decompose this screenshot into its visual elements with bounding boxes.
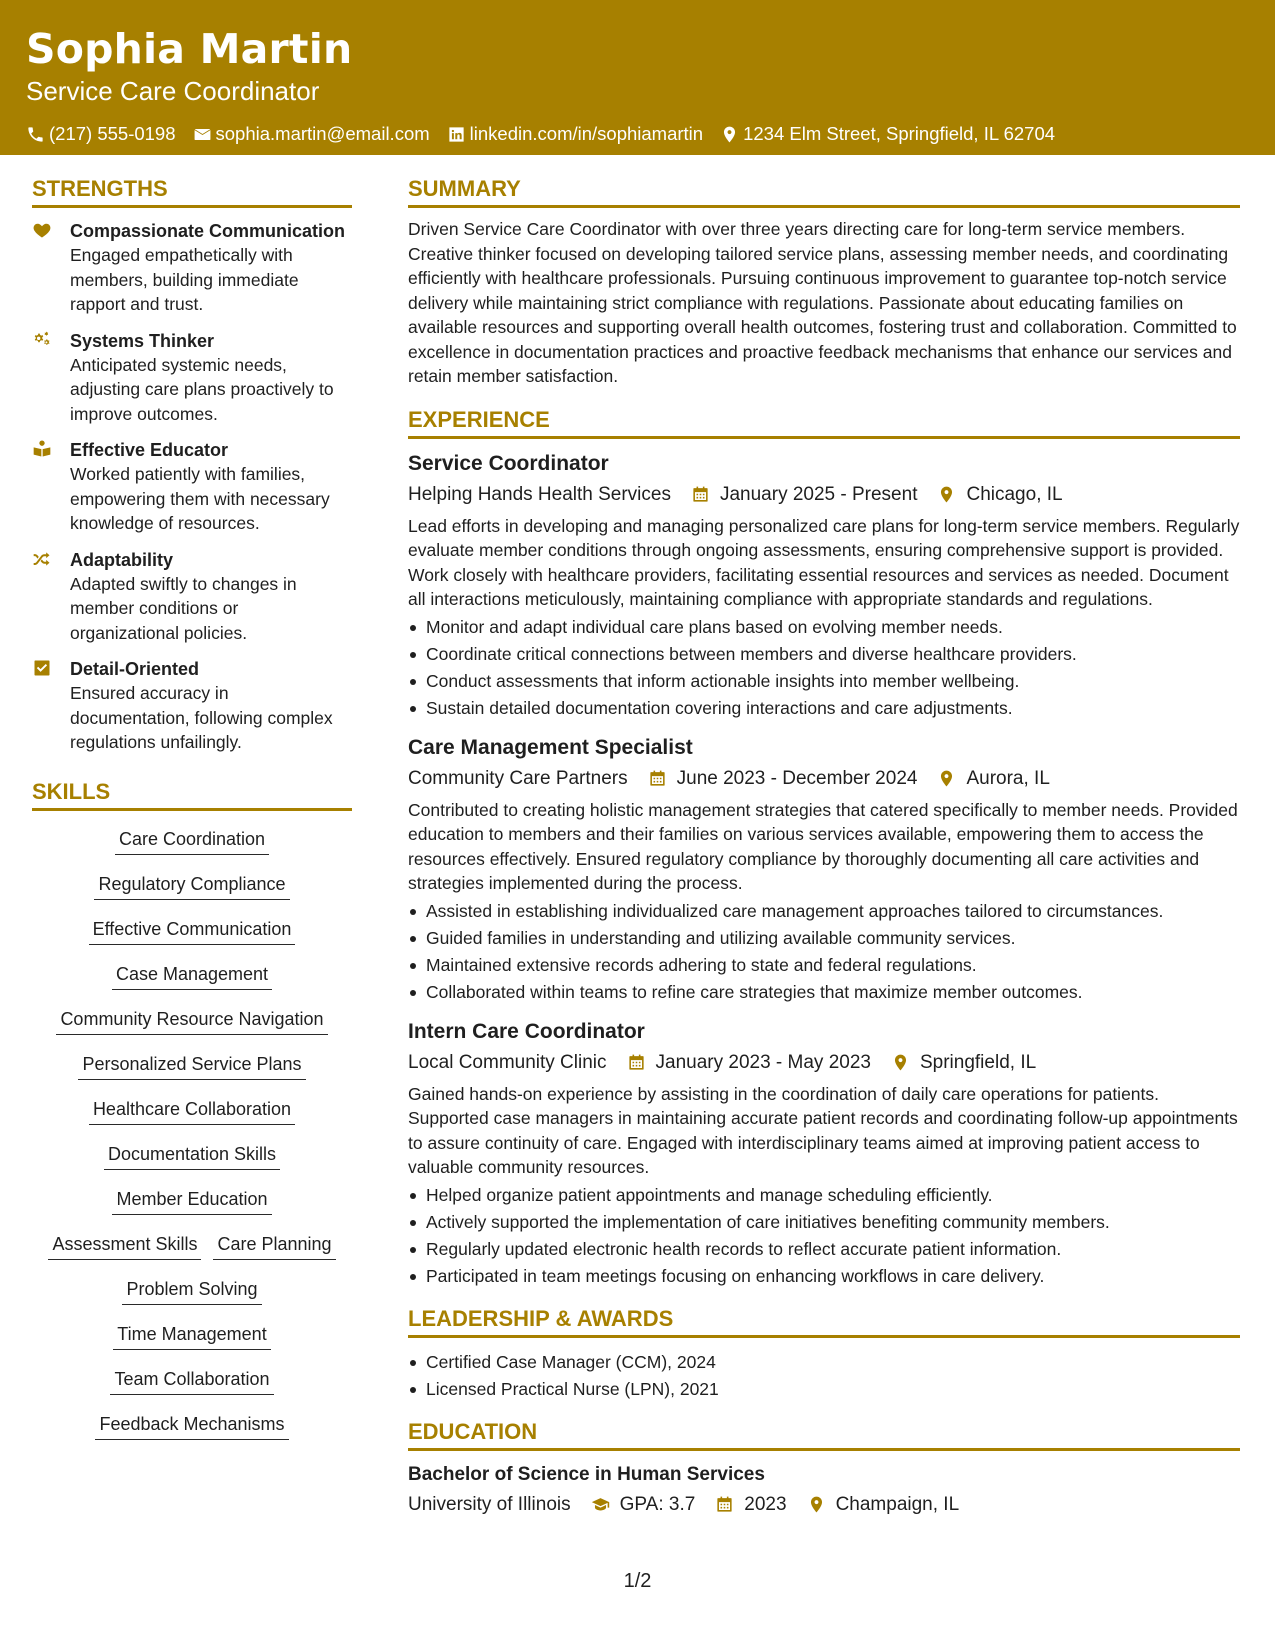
skill-tag: Care Coordination bbox=[115, 827, 269, 855]
skill-tag: Feedback Mechanisms bbox=[95, 1412, 288, 1440]
calendar-icon bbox=[691, 485, 710, 504]
calendar-icon bbox=[648, 769, 667, 788]
candidate-name: Sophia Martin bbox=[26, 25, 353, 73]
company-name: Helping Hands Health Services bbox=[408, 483, 671, 505]
education-heading: EDUCATION bbox=[408, 1417, 1240, 1451]
experience-heading: EXPERIENCE bbox=[408, 405, 1240, 439]
list-item: Licensed Practical Nurse (LPN), 2021 bbox=[408, 1376, 1240, 1403]
list-item: Certified Case Manager (CCM), 2024 bbox=[408, 1349, 1240, 1376]
gears-icon bbox=[32, 330, 52, 350]
skill-tag: Team Collaboration bbox=[110, 1367, 273, 1395]
strength-item bbox=[32, 548, 352, 646]
candidate-title: Service Care Coordinator bbox=[26, 76, 320, 106]
reader-icon bbox=[32, 439, 52, 459]
strength-title: Compassionate Communication bbox=[70, 221, 346, 241]
job-title: Care Management Specialist bbox=[408, 735, 693, 759]
map-pin-icon bbox=[937, 485, 956, 504]
company-name: Community Care Partners bbox=[408, 767, 628, 789]
job-entry bbox=[408, 1018, 1240, 1290]
list-item: Monitor and adapt individual care plans based on evolving member needs. bbox=[408, 614, 1240, 641]
email-text: sophia.martin@email.com bbox=[215, 123, 430, 144]
strength-item bbox=[32, 329, 352, 427]
job-bullets bbox=[408, 898, 1240, 1006]
skill-tag: Time Management bbox=[113, 1322, 270, 1350]
contact-address bbox=[720, 123, 1055, 145]
skill-tag: Regulatory Compliance bbox=[94, 872, 289, 900]
job-title: Service Coordinator bbox=[408, 451, 609, 475]
calendar-icon bbox=[627, 1053, 646, 1072]
graduation-cap-icon bbox=[591, 1495, 610, 1514]
list-item: Helped organize patient appointments and manage scheduling efficiently. bbox=[408, 1182, 1240, 1209]
job-title: Intern Care Coordinator bbox=[408, 1019, 645, 1043]
skill-tag: Community Resource Navigation bbox=[56, 1007, 327, 1035]
strength-desc: Engaged empathetically with members, building immediate rapport and trust. bbox=[70, 245, 299, 314]
skill-tag: Effective Communication bbox=[89, 917, 296, 945]
degree-title: Bachelor of Science in Human Services bbox=[408, 1463, 765, 1485]
map-pin-icon bbox=[720, 125, 739, 144]
shuffle-icon bbox=[32, 549, 52, 569]
list-item: Guided families in understanding and utilizing available community services. bbox=[408, 925, 1240, 952]
job-entry bbox=[408, 450, 1240, 722]
strength-title: Systems Thinker bbox=[70, 330, 215, 351]
linkedin-text: linkedin.com/in/sophiamartin bbox=[469, 123, 704, 144]
gpa-text: GPA: 3.7 bbox=[619, 1493, 696, 1515]
job-description: Contributed to creating holistic management strategies that catered specifically to member needs. Provided education to members and their families on various services available, empowering them to access the resources effectively. Ensured regulatory compliance by thoroughly documenting all care activities and strategies implemented during the process. bbox=[408, 799, 1238, 893]
job-dates: June 2023 - December 2024 bbox=[676, 767, 918, 789]
job-location: Aurora, IL bbox=[966, 767, 1050, 789]
skill-tag: Case Management bbox=[112, 962, 272, 990]
map-pin-icon bbox=[891, 1053, 910, 1072]
list-item: Participated in team meetings focusing on enhancing workflows in care delivery. bbox=[408, 1263, 1240, 1290]
skills-list bbox=[32, 827, 352, 1457]
strength-title: Adaptability bbox=[70, 549, 174, 570]
graduation-year: 2023 bbox=[744, 1493, 787, 1515]
summary-heading: SUMMARY bbox=[408, 174, 1240, 208]
envelope-icon bbox=[193, 125, 212, 144]
right-column bbox=[408, 174, 1240, 1519]
checkbox-icon bbox=[32, 658, 52, 678]
skills-heading: SKILLS bbox=[32, 777, 352, 811]
job-bullets bbox=[408, 1182, 1240, 1290]
list-item: Regularly updated electronic health records to reflect accurate patient information. bbox=[408, 1236, 1240, 1263]
skill-tag: Healthcare Collaboration bbox=[89, 1097, 295, 1125]
map-pin-icon bbox=[807, 1495, 826, 1514]
skill-tag: Care Planning bbox=[213, 1232, 335, 1260]
skill-tag: Member Education bbox=[112, 1187, 271, 1215]
job-description: Gained hands-on experience by assisting in the coordination of daily care operations for patients. Supported case managers in maintaining accurate patient records and coordinating follow-up appointments to assure continuity of care. Engaged with interdisciplinary teams aimed at improving patient access to valuable community resources. bbox=[408, 1083, 1238, 1177]
skill-tag: Personalized Service Plans bbox=[78, 1052, 305, 1080]
job-entry bbox=[408, 734, 1240, 1006]
list-item: Sustain detailed documentation covering interactions and care adjustments. bbox=[408, 695, 1240, 722]
strength-desc: Worked patiently with families, empowering them with necessary knowledge of resources. bbox=[70, 464, 330, 533]
heart-icon bbox=[32, 220, 52, 240]
education-meta bbox=[408, 1491, 1240, 1519]
linkedin-icon bbox=[447, 125, 466, 144]
resume-header bbox=[0, 0, 1275, 155]
job-bullets bbox=[408, 614, 1240, 722]
job-dates: January 2025 - Present bbox=[719, 483, 918, 505]
job-location: Springfield, IL bbox=[919, 1051, 1037, 1073]
contact-phone bbox=[26, 123, 176, 145]
job-description: Lead efforts in developing and managing personalized care plans for long-term service members. Regularly evaluate member conditions through ongoing assessments, ensuring comprehensive support is provided. Work closely with healthcare providers, facilitating essential resources and services as needed. Document all interactions meticulously, maintaining compliance with appropriate standards and regulations. bbox=[408, 515, 1240, 609]
contact-email[interactable] bbox=[193, 123, 430, 145]
skill-tag: Problem Solving bbox=[122, 1277, 261, 1305]
address-text: 1234 Elm Street, Springfield, IL 62704 bbox=[743, 123, 1056, 144]
left-column bbox=[32, 174, 352, 1457]
strength-desc: Anticipated systemic needs, adjusting care plans proactively to improve outcomes. bbox=[70, 354, 334, 424]
strength-desc: Ensured accuracy in documentation, following complex regulations unfailingly. bbox=[70, 683, 333, 752]
company-name: Local Community Clinic bbox=[408, 1051, 607, 1073]
list-item: Assisted in establishing individualized care management approaches tailored to circumstances. bbox=[408, 898, 1240, 925]
phone-icon bbox=[26, 125, 45, 144]
list-item: Conduct assessments that inform actionable insights into member wellbeing. bbox=[408, 668, 1240, 695]
school-location: Champaign, IL bbox=[835, 1493, 960, 1515]
map-pin-icon bbox=[937, 769, 956, 788]
awards-list bbox=[408, 1349, 1240, 1403]
strengths-heading: STRENGTHS bbox=[32, 174, 352, 208]
contact-bar bbox=[26, 123, 1249, 145]
skill-tag: Assessment Skills bbox=[48, 1232, 201, 1260]
job-meta bbox=[408, 481, 1240, 509]
strength-title: Detail-Oriented bbox=[70, 659, 200, 679]
school-name: University of Illinois bbox=[408, 1493, 571, 1515]
awards-heading: LEADERSHIP & AWARDS bbox=[408, 1304, 1240, 1338]
list-item: Actively supported the implementation of care initiatives benefiting community members. bbox=[408, 1209, 1240, 1236]
strength-desc: Adapted swiftly to changes in member conditions or organizational policies. bbox=[70, 573, 297, 643]
strength-item bbox=[32, 657, 352, 755]
summary-text: Driven Service Care Coordinator with over three years directing care for long-term service members. Creative thinker focused on developing tailored service plans, assessing member needs, and coordinating efficiently with healthcare professionals. Pursuing continuous improvement to guarantee top-notch service delivery while maintaining strict compliance with regulations. Passionate about educating families on available resources and supporting overall health outcomes, fostering trust and collaboration. Committed to excellence in documentation practices and proactive feedback mechanisms that enhance our services and retain member satisfaction. bbox=[408, 219, 1237, 386]
job-meta bbox=[408, 765, 1240, 793]
strength-title: Effective Educator bbox=[70, 440, 229, 460]
strength-item bbox=[32, 438, 352, 536]
job-meta bbox=[408, 1049, 1240, 1077]
list-item: Maintained extensive records adhering to state and federal regulations. bbox=[408, 952, 1240, 979]
job-dates: January 2023 - May 2023 bbox=[655, 1051, 871, 1073]
list-item: Coordinate critical connections between members and diverse healthcare providers. bbox=[408, 641, 1240, 668]
strength-item bbox=[32, 219, 352, 317]
phone-text: (217) 555-0198 bbox=[49, 123, 176, 144]
page-number: 1/2 bbox=[623, 1570, 652, 1592]
list-item: Collaborated within teams to refine care strategies that maximize member outcomes. bbox=[408, 979, 1240, 1006]
job-location: Chicago, IL bbox=[966, 483, 1063, 505]
calendar-icon bbox=[715, 1495, 734, 1514]
contact-linkedin[interactable] bbox=[447, 123, 703, 145]
skill-tag: Documentation Skills bbox=[104, 1142, 280, 1170]
